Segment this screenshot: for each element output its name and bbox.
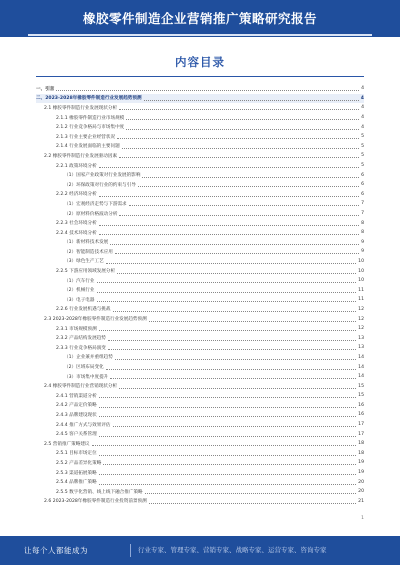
toc-entry[interactable] xyxy=(36,103,364,113)
toc-entry-text: （2）区域布局变化 xyxy=(64,365,104,371)
toc-leader-dots xyxy=(122,148,359,149)
toc-entry-page: 12 xyxy=(358,326,364,332)
toc-leader-dots xyxy=(99,330,356,331)
toc-entry-text: 2.3 2023-2028年橡胶零件制造行业发展趋势预测 xyxy=(44,317,147,323)
toc-entry-text: 二、2023-2028年橡胶零件制造行业发展趋势预测 xyxy=(36,96,142,102)
toc-entry[interactable] xyxy=(36,353,364,363)
toc-entry-text: 2.1.1 橡胶零件制造行业市场规模 xyxy=(56,115,125,121)
toc-entry-text: 2.5.3 渠道拓展策略 xyxy=(56,470,97,476)
toc-entry[interactable] xyxy=(36,429,364,439)
toc-heading: 内容目录 xyxy=(175,55,225,69)
header-underline xyxy=(28,34,372,36)
toc-entry-page: 7 xyxy=(361,201,364,207)
toc-entry[interactable] xyxy=(36,401,364,411)
toc-leader-dots xyxy=(113,311,357,312)
table-of-contents xyxy=(36,84,364,506)
toc-leader-dots xyxy=(149,503,356,504)
toc-entry[interactable] xyxy=(36,477,364,487)
toc-leader-dots xyxy=(119,157,359,158)
toc-entry[interactable] xyxy=(36,257,364,267)
toc-entry[interactable] xyxy=(36,132,364,142)
toc-leader-dots xyxy=(149,321,356,322)
toc-entry-text: 2.2 橡胶零件制造行业发展驱动因素 xyxy=(44,153,118,159)
toc-entry[interactable] xyxy=(36,449,364,459)
toc-entry[interactable] xyxy=(36,190,364,200)
toc-entry-text: 2.1.4 行业发展面临的主要问题 xyxy=(56,144,120,150)
toc-leader-dots xyxy=(99,407,356,408)
toc-entry[interactable] xyxy=(36,305,364,315)
toc-leader-dots xyxy=(115,253,359,254)
toc-entry-page: 6 xyxy=(361,182,364,188)
toc-entry[interactable] xyxy=(36,295,364,305)
toc-entry-text: （1）新材料技术发展 xyxy=(64,240,109,246)
toc-entry-page: 18 xyxy=(358,450,364,456)
footer-slogan: 让每个人都能成为 xyxy=(24,546,88,555)
toc-entry-text: 2.5.4 品牌推广策略 xyxy=(56,480,97,486)
toc-entry-text: 2.2.5 下游应用领域发展分析 xyxy=(56,269,116,275)
toc-entry[interactable] xyxy=(36,238,364,248)
toc-leader-dots xyxy=(145,493,356,494)
toc-leader-dots xyxy=(126,119,359,120)
toc-entry-page: 11 xyxy=(358,287,364,293)
toc-entry-text: （3）市场集中度提升 xyxy=(64,374,109,380)
toc-entry-page: 10 xyxy=(358,258,364,264)
toc-leader-dots xyxy=(138,186,359,187)
toc-entry[interactable] xyxy=(36,285,364,295)
toc-entry-page: 17 xyxy=(358,431,364,437)
toc-entry[interactable] xyxy=(36,84,364,94)
toc-entry-page: 6 xyxy=(361,191,364,197)
toc-leader-dots xyxy=(119,388,356,389)
toc-leader-dots xyxy=(56,90,359,91)
toc-entry-text: 2.5.2 产品差异化策略 xyxy=(56,460,102,466)
toc-entry[interactable] xyxy=(36,458,364,468)
footer-tagline: 行业专家、管理专家、营销专家、战略专家、运营专家、咨询专家 xyxy=(138,546,327,554)
toc-entry-page: 13 xyxy=(358,335,364,341)
toc-entry-page: 10 xyxy=(358,278,364,284)
page-footer xyxy=(0,536,400,565)
toc-entry-text: （3）电子电器 xyxy=(64,297,95,303)
toc-leader-dots xyxy=(106,369,356,370)
toc-leader-dots xyxy=(97,292,357,293)
toc-entry-page: 17 xyxy=(358,422,364,428)
toc-entry-page: 9 xyxy=(361,249,364,255)
toc-leader-dots xyxy=(113,426,357,427)
toc-entry-page: 15 xyxy=(358,383,364,389)
toc-entry-page: 8 xyxy=(361,230,364,236)
toc-entry[interactable] xyxy=(36,276,364,286)
toc-entry[interactable] xyxy=(36,199,364,209)
toc-entry-text: （1）国家产业政策对行业发展的影响 xyxy=(64,173,141,179)
toc-leader-dots xyxy=(97,282,357,283)
toc-entry[interactable] xyxy=(36,372,364,382)
toc-entry-page: 4 xyxy=(361,115,364,121)
toc-entry-text: 2.3.3 行业竞争格局演变 xyxy=(56,345,106,351)
toc-leader-dots xyxy=(119,109,359,110)
toc-entry-page: 4 xyxy=(361,124,364,130)
toc-entry-text: （2）原材料价格波动分析 xyxy=(64,211,118,217)
toc-leader-dots xyxy=(106,263,356,264)
toc-entry-page: 19 xyxy=(358,460,364,466)
toc-entry[interactable] xyxy=(36,420,364,430)
toc-entry-text: 2.4 橡胶零件制造行业营销现状分析 xyxy=(44,384,118,390)
toc-entry-page: 8 xyxy=(361,220,364,226)
toc-entry-text: 2.4.1 营销渠道分析 xyxy=(56,393,97,399)
toc-entry-text: （1）宏观经济走势与下游需求 xyxy=(64,201,127,207)
toc-entry[interactable] xyxy=(36,180,364,190)
toc-entry[interactable] xyxy=(36,343,364,353)
toc-entry[interactable] xyxy=(36,391,364,401)
toc-leader-dots xyxy=(126,129,359,130)
toc-leader-dots xyxy=(117,273,356,274)
toc-entry-text: 2.5.5 数字化营销、线上线下融合推广策略 xyxy=(56,489,143,495)
toc-entry-text: （3）绿色生产工艺 xyxy=(64,259,104,265)
toc-leader-dots xyxy=(99,416,356,417)
toc-entry-text: 一、引言 xyxy=(36,86,55,92)
toc-entry[interactable] xyxy=(36,362,364,372)
toc-entry-text: 2.6 2023-2028年橡胶零件制造行业投资前景预测 xyxy=(44,499,147,505)
toc-leader-dots xyxy=(99,397,356,398)
toc-leader-dots xyxy=(97,301,357,302)
toc-leader-dots xyxy=(99,225,359,226)
toc-entry[interactable] xyxy=(36,333,364,343)
toc-entry-text: 2.2.2 经济环境分析 xyxy=(56,192,97,198)
toc-entry-page: 12 xyxy=(358,316,364,322)
toc-entry[interactable] xyxy=(36,266,364,276)
toc-entry[interactable] xyxy=(36,324,364,334)
toc-entry[interactable] xyxy=(36,410,364,420)
toc-entry-text: 2.2.3 社会环境分析 xyxy=(56,221,97,227)
toc-entry[interactable] xyxy=(36,497,364,507)
toc-entry-page: 18 xyxy=(358,441,364,447)
toc-entry-text: （2）机械行业 xyxy=(64,288,95,294)
toc-entry[interactable] xyxy=(36,468,364,478)
toc-entry-text: 2.1.3 行业主要企业经营状况 xyxy=(56,134,116,140)
toc-leader-dots xyxy=(92,445,357,446)
toc-leader-dots xyxy=(103,464,356,465)
toc-entry-text: （2）环保政策对行业的约束与引导 xyxy=(64,182,136,188)
toc-entry-text: （1）企业兼并重组趋势 xyxy=(64,355,113,361)
page-header xyxy=(0,0,400,37)
toc-leader-dots xyxy=(99,436,356,437)
footer-separator xyxy=(130,544,131,557)
toc-leader-dots xyxy=(99,196,359,197)
toc-entry-page: 12 xyxy=(358,306,364,312)
toc-leader-dots xyxy=(115,359,356,360)
toc-leader-dots xyxy=(119,215,359,216)
toc-entry-page: 11 xyxy=(358,297,364,303)
toc-entry-page: 20 xyxy=(358,489,364,495)
toc-entry-text: 2.4.3 品牌建设现状 xyxy=(56,412,97,418)
toc-leader-dots xyxy=(99,474,356,475)
toc-entry[interactable] xyxy=(36,151,364,161)
toc-entry-page: 9 xyxy=(361,239,364,245)
toc-leader-dots xyxy=(110,244,359,245)
toc-entry[interactable] xyxy=(36,487,364,497)
toc-entry[interactable] xyxy=(36,228,364,238)
toc-leader-dots xyxy=(108,349,356,350)
toc-entry[interactable] xyxy=(36,209,364,219)
toc-entry-text: 2.4.2 产品定价策略 xyxy=(56,403,97,409)
page-number: 1 xyxy=(361,516,364,521)
toc-entry-page: 14 xyxy=(358,364,364,370)
toc-entry-page: 4 xyxy=(361,105,364,111)
toc-entry-text: 2.4.5 客户关系管理 xyxy=(56,432,97,438)
toc-entry-text: 2.2.1 政策环境分析 xyxy=(56,163,97,169)
toc-entry-page: 4 xyxy=(361,86,364,92)
toc-entry-text: 2.5 营销推广策略建议 xyxy=(44,441,90,447)
toc-entry-page: 20 xyxy=(358,479,364,485)
toc-entry-text: （1）汽车行业 xyxy=(64,278,95,284)
toc-entry[interactable] xyxy=(36,122,364,132)
toc-entry-page: 14 xyxy=(358,354,364,360)
toc-leader-dots xyxy=(99,484,356,485)
toc-entry-page: 13 xyxy=(358,345,364,351)
toc-entry-text: 2.3.1 市场规模预测 xyxy=(56,326,97,332)
toc-leader-dots xyxy=(142,177,359,178)
report-title: 橡胶零件制造企业营销推广策略研究报告 xyxy=(82,11,317,26)
toc-entry-page: 15 xyxy=(358,393,364,399)
toc-entry-text: （2）智能制造技术应用 xyxy=(64,249,113,255)
toc-entry-text: 2.3.2 产品结构发展趋势 xyxy=(56,336,106,342)
toc-entry-page: 4 xyxy=(360,95,364,101)
toc-leader-dots xyxy=(110,378,356,379)
toc-entry-page: 7 xyxy=(361,211,364,217)
toc-leader-dots xyxy=(108,340,356,341)
toc-entry-page: 14 xyxy=(358,374,364,380)
toc-entry-text: 2.1 橡胶零件制造行业发展现状分析 xyxy=(44,105,118,111)
toc-divider xyxy=(36,76,364,77)
toc-entry-page: 5 xyxy=(361,134,364,140)
toc-entry[interactable] xyxy=(36,439,364,449)
toc-entry-text: 2.1.2 行业竞争格局与市场集中度 xyxy=(56,125,125,131)
toc-entry[interactable] xyxy=(36,161,364,171)
toc-entry-page: 5 xyxy=(361,153,364,159)
toc-leader-dots xyxy=(99,234,359,235)
toc-entry-text: 2.2.4 技术环境分析 xyxy=(56,230,97,236)
toc-entry-page: 16 xyxy=(358,402,364,408)
toc-entry-page: 6 xyxy=(361,172,364,178)
toc-entry-page: 10 xyxy=(358,268,364,274)
toc-entry-page: 5 xyxy=(361,143,364,149)
toc-entry[interactable] xyxy=(36,170,364,180)
toc-entry[interactable] xyxy=(36,314,364,324)
toc-entry-text: 2.2.6 行业发展机遇与挑战 xyxy=(56,307,111,313)
toc-leader-dots xyxy=(99,167,359,168)
toc-entry[interactable] xyxy=(36,218,364,228)
toc-entry[interactable] xyxy=(36,142,364,152)
toc-entry[interactable] xyxy=(36,113,364,123)
toc-entry-page: 5 xyxy=(361,163,364,169)
toc-entry-text: 2.4.4 推广方式与效果评估 xyxy=(56,422,111,428)
toc-entry-page: 19 xyxy=(358,470,364,476)
toc-entry[interactable] xyxy=(36,381,364,391)
toc-leader-dots xyxy=(144,100,359,101)
toc-entry[interactable] xyxy=(36,247,364,257)
toc-entry-page: 16 xyxy=(358,412,364,418)
toc-entry-page: 21 xyxy=(358,498,364,504)
toc-leader-dots xyxy=(117,138,359,139)
toc-entry-text: 2.5.1 目标市场定位 xyxy=(56,451,97,457)
toc-leader-dots xyxy=(129,205,359,206)
toc-leader-dots xyxy=(99,455,356,456)
toc-entry[interactable] xyxy=(36,94,364,104)
